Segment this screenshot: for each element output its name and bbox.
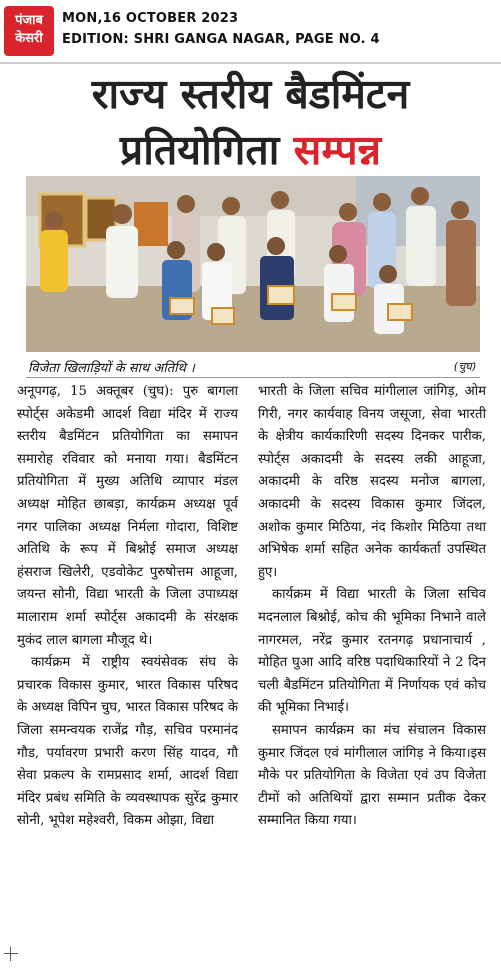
article-column-left <box>17 381 238 833</box>
caption-divider <box>26 377 480 378</box>
article-paragraph: कार्यक्रम में विद्या भारती के जिला सचिव मदनलाल बिश्नोई, कोच की भूमिका निभाने वाले नागरमल, नरेंद्र कुमार रतनगढ़ प्रधानाचार्य , मोहित घुआ आदि वरिष्ठ पदाधिकारियों ने 2 दिन चली बैडमिंटन प्रतियोगिता में निर्णायक एवं कोच की भूमिका निभाई। <box>258 587 486 716</box>
crop-mark-icon <box>4 947 18 961</box>
masthead <box>0 0 501 64</box>
edition-info <box>62 8 380 50</box>
issue-date: MON,16 OCTOBER 2023 <box>62 11 239 26</box>
group-photo-illustration <box>26 176 480 352</box>
article-paragraph: समापन कार्यक्रम का मंच संचालन विकास कुमार जिंदल एवं मांगीलाल जांगिड़ ने किया।इस मौके पर प्रतियोगिता के विजेता एवं उप विजेता टीमों को अतिथियों द्वारा सम्मान प्रतीक देकर सम्मानित किया गया। <box>258 722 486 829</box>
photo-caption-bar <box>26 356 480 378</box>
photo-credit: (चुघ) <box>453 360 476 373</box>
article-paragraph: अनूपगढ़, 15 अक्तूबर (चुघ): पुरु बागला स्पोर्ट्स अकेडमी आदर्श विद्या मंदिर में राज्य स्तरीय बैडमिंटन प्रतियोगिता का समापन समारोह रविवार को मनाया गया। बैडमिंटन प्रतियोगिता में मुख्य अतिथि व्यापार मंडल अध्यक्ष मोहित छाबड़ा, कार्यक्रम अध्यक्ष पूर्व नगर पालिका अध्यक्ष निर्मला गोदारा, विशिष्ट अतिथि के रूप में बिश्नोई समाज अध्यक्ष हंसराज खिलेरी, एडवोकेट पुरुषोत्तम आहूजा, जयन्त सोनी, विद्या भारती के जिला उपाध्यक्ष मालाराम शर्मा स्पोर्ट्स अकादमी के संरक्षक मुकंद लाल बागला मौजूद थे। <box>17 384 238 648</box>
logo-line-2: केसरी <box>15 31 43 46</box>
article-paragraph: भारती के जिला सचिव मांगीलाल जांगिड़, ओम गिरी, नगर कार्यवाह विनय जसूजा, सेवा भारती के क्षेत्रीय कार्यकारिणी सदस्य दिनकर पारीक, स्पोर्ट्स अकादमी के सदस्य लकी आहूजा, अकादमी के वरिष्ठ सदस्य मनोज बागला, अकादमी के सदस्य विकास कुमार जिंदल, अशोक कुमार मिठिया, नंद किशोर मिठिया तथा अभिषेक शर्मा सहित अनेक कार्यकर्ता उपस्थित हुए। <box>258 384 486 580</box>
punjab-kesari-logo <box>4 6 54 56</box>
headline <box>10 66 491 178</box>
headline-black-part: प्रतियोगिता <box>119 126 280 174</box>
article-column-right <box>258 381 486 833</box>
edition-page: EDITION: SHRI GANGA NAGAR, PAGE NO. 4 <box>62 32 380 47</box>
logo-line-1: पंजाब <box>15 13 43 28</box>
photo-caption: विजेता खिलाड़ियों के साथ अतिथि । <box>28 361 195 376</box>
masthead-rule <box>0 62 501 64</box>
headline-red-part: सम्पन्न <box>293 126 382 174</box>
headline-line-1: राज्य स्तरीय बैडमिंटन <box>91 70 410 118</box>
news-photo <box>26 176 480 352</box>
article-paragraph: कार्यक्रम में राष्ट्रीय स्वयंसेवक संघ के प्रचारक विकास कुमार, भारत विकास परिषद के अध्यक्ष विपिन चुघ, भारत विकास परिषद के जिला समन्वयक राजेंद्र गौड़, सचिव परमानंद गौड, पर्यावरण प्रभारी करण सिंह यादव, गौ सेवा प्रकल्प के रामप्रसाद शर्मा, आदर्श विद्या मंदिर प्रबंध समिति के व्यवस्थापक सुरेंद्र कुमार सोनी, भूपेश महेश्वरी, विकम ओझा, विद्या <box>17 655 238 829</box>
headline-line-2 <box>10 122 491 178</box>
